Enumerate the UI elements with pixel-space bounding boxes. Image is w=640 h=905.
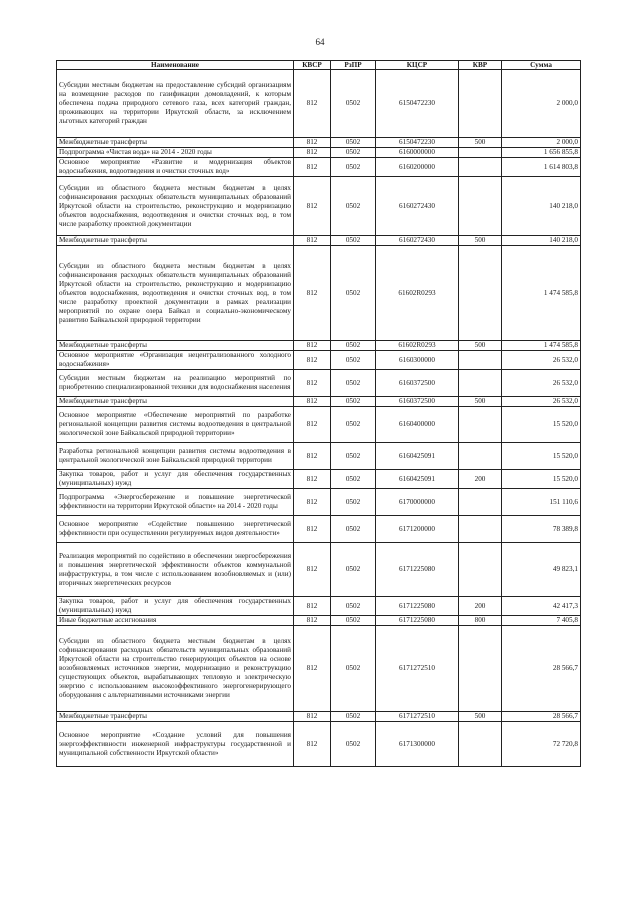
cell-sum: 49 823,1 xyxy=(502,543,581,597)
cell-kcsr: 6160200000 xyxy=(376,158,459,177)
cell-rzpr: 0502 xyxy=(331,341,376,351)
table-row xyxy=(57,158,581,177)
table-row xyxy=(57,177,581,236)
table-row xyxy=(57,722,581,767)
cell-sum: 26 532,0 xyxy=(502,351,581,370)
table-row xyxy=(57,597,581,616)
cell-sum: 78 389,8 xyxy=(502,516,581,543)
cell-name: Субсидии из областного бюджета местным бюджетам в целях софинансирования расходных обязательств муниципальных образований Иркутской области на строительство, реконструкцию и модернизацию объектов водоснабжения, водоотведения и очистки сточных вод, в том числе разработку проектной документации xyxy=(57,177,294,236)
cell-sum: 140 218,0 xyxy=(502,177,581,236)
cell-kvsr: 812 xyxy=(294,616,331,626)
cell-sum: 15 520,0 xyxy=(502,443,581,470)
cell-rzpr: 0502 xyxy=(331,370,376,397)
cell-kvr: 500 xyxy=(459,712,502,722)
cell-name: Разработка региональной концепции развития системы водоотведения в центральной экологической зоне Байкальской природной территории xyxy=(57,443,294,470)
cell-name: Межбюджетные трансферты xyxy=(57,236,294,246)
cell-kcsr: 6171225080 xyxy=(376,597,459,616)
cell-name: Субсидии из областного бюджета местным бюджетам в целях софинансирования расходных обязательств муниципальных образований Иркутской области на строительство генерирующих объектов на основе возобновляемых источников энергии, модернизацию и реконструкцию существующих объектов, вырабатывающих тепловую и электрическую энергию с использованием высокоэффективного энергогенерирующего оборудования с альтернативными источниками энергии xyxy=(57,626,294,712)
cell-rzpr: 0502 xyxy=(331,236,376,246)
cell-kvr xyxy=(459,489,502,516)
cell-kvsr: 812 xyxy=(294,70,331,138)
cell-rzpr: 0502 xyxy=(331,351,376,370)
cell-kvr: 500 xyxy=(459,236,502,246)
table-row xyxy=(57,407,581,443)
cell-rzpr: 0502 xyxy=(331,443,376,470)
cell-kvr xyxy=(459,148,502,158)
cell-kvr xyxy=(459,158,502,177)
cell-kvsr: 812 xyxy=(294,470,331,489)
table-body xyxy=(57,70,581,767)
table-row xyxy=(57,70,581,138)
cell-name: Основное мероприятие «Содействие повышению энергетической эффективности при осуществлении регулируемых видов деятельности» xyxy=(57,516,294,543)
cell-rzpr: 0502 xyxy=(331,70,376,138)
cell-kcsr: 6160425091 xyxy=(376,443,459,470)
cell-kvr xyxy=(459,407,502,443)
cell-rzpr: 0502 xyxy=(331,138,376,148)
cell-kvsr: 812 xyxy=(294,626,331,712)
cell-sum: 26 532,0 xyxy=(502,397,581,407)
cell-name: Субсидии местным бюджетам на предоставление субсидий организациям на возмещение расходов по газификации домовладений, к которым обеспечена подача природного сетевого газа, всех категорий граждан, проживающих на территории Иркутской области, за исключением льготных категорий граждан xyxy=(57,70,294,138)
cell-name: Основное мероприятие «Развитие и модернизация объектов водоснабжения, водоотведения и очистки сточных вод» xyxy=(57,158,294,177)
cell-kvr: 500 xyxy=(459,138,502,148)
cell-kvr xyxy=(459,246,502,341)
cell-name: Основное мероприятие «Создание условий для повышения энергоэффективности инженерной инфраструктуры государственной и муниципальной собственности Иркутской области» xyxy=(57,722,294,767)
cell-rzpr: 0502 xyxy=(331,470,376,489)
cell-name: Основное мероприятие «Обеспечение мероприятий по разработке региональной концепции развития системы водоотведения в центральной экологической зоне Байкальской природной территории» xyxy=(57,407,294,443)
header-rzpr: РзПР xyxy=(331,61,376,70)
table-row xyxy=(57,443,581,470)
cell-kvsr: 812 xyxy=(294,370,331,397)
cell-kcsr: 6160425091 xyxy=(376,470,459,489)
table-header xyxy=(57,61,581,70)
table-row xyxy=(57,470,581,489)
table-row xyxy=(57,543,581,597)
cell-kvr: 500 xyxy=(459,397,502,407)
cell-kvsr: 812 xyxy=(294,246,331,341)
cell-sum: 15 520,0 xyxy=(502,407,581,443)
cell-name: Подпрограмма «Чистая вода» на 2014 - 2020 годы xyxy=(57,148,294,158)
table-row xyxy=(57,370,581,397)
cell-name: Закупка товаров, работ и услуг для обеспечения государственных (муниципальных) нужд xyxy=(57,470,294,489)
cell-kcsr: 6160372500 xyxy=(376,397,459,407)
cell-rzpr: 0502 xyxy=(331,722,376,767)
cell-rzpr: 0502 xyxy=(331,246,376,341)
cell-sum: 28 566,7 xyxy=(502,712,581,722)
table-row xyxy=(57,489,581,516)
cell-kvsr: 812 xyxy=(294,516,331,543)
table-row xyxy=(57,148,581,158)
table-row xyxy=(57,351,581,370)
cell-kvsr: 812 xyxy=(294,597,331,616)
cell-rzpr: 0502 xyxy=(331,516,376,543)
cell-kcsr: 61602R0293 xyxy=(376,246,459,341)
cell-sum: 1 474 585,8 xyxy=(502,341,581,351)
cell-kvr xyxy=(459,351,502,370)
cell-kvsr: 812 xyxy=(294,236,331,246)
cell-sum: 28 566,7 xyxy=(502,626,581,712)
cell-name: Межбюджетные трансферты xyxy=(57,397,294,407)
cell-sum: 151 110,6 xyxy=(502,489,581,516)
cell-kvr: 200 xyxy=(459,597,502,616)
cell-kvsr: 812 xyxy=(294,397,331,407)
cell-name: Закупка товаров, работ и услуг для обеспечения государственных (муниципальных) нужд xyxy=(57,597,294,616)
cell-kvsr: 812 xyxy=(294,722,331,767)
cell-name: Межбюджетные трансферты xyxy=(57,341,294,351)
cell-sum: 15 520,0 xyxy=(502,470,581,489)
cell-kvsr: 812 xyxy=(294,351,331,370)
cell-rzpr: 0502 xyxy=(331,489,376,516)
cell-sum: 26 532,0 xyxy=(502,370,581,397)
cell-kcsr: 6160000000 xyxy=(376,148,459,158)
cell-kcsr: 6160272430 xyxy=(376,236,459,246)
cell-rzpr: 0502 xyxy=(331,148,376,158)
cell-kcsr: 6171300000 xyxy=(376,722,459,767)
cell-rzpr: 0502 xyxy=(331,407,376,443)
cell-kcsr: 6150472230 xyxy=(376,138,459,148)
header-kcsr: КЦСР xyxy=(376,61,459,70)
page-number: 64 xyxy=(315,37,325,47)
cell-kvr xyxy=(459,177,502,236)
cell-rzpr: 0502 xyxy=(331,397,376,407)
header-kvr: КВР xyxy=(459,61,502,70)
cell-kcsr: 6171225080 xyxy=(376,543,459,597)
cell-kvr xyxy=(459,516,502,543)
cell-kvsr: 812 xyxy=(294,489,331,516)
cell-rzpr: 0502 xyxy=(331,158,376,177)
cell-rzpr: 0502 xyxy=(331,177,376,236)
table-row xyxy=(57,516,581,543)
cell-sum: 1 656 855,8 xyxy=(502,148,581,158)
cell-kcsr: 6171200000 xyxy=(376,516,459,543)
cell-name: Основное мероприятие «Организация нецентрализованного холодного водоснабжения» xyxy=(57,351,294,370)
table-row xyxy=(57,246,581,341)
cell-kvr: 800 xyxy=(459,616,502,626)
cell-name: Субсидии из областного бюджета местным бюджетам в целях софинансирования расходных обязательств муниципальных образований Иркутской области на строительство, реконструкцию и модернизацию объектов водоснабжения, водоотведения и очистки сточных вод, в том числе разработку проектной документации в рамках реализации мероприятий по охране озера Байкал и социально-экономическому развитию Байкальской природной территории xyxy=(57,246,294,341)
cell-sum: 2 000,0 xyxy=(502,70,581,138)
cell-kcsr: 6171272510 xyxy=(376,712,459,722)
header-kvsr: КВСР xyxy=(294,61,331,70)
cell-kvsr: 812 xyxy=(294,543,331,597)
cell-kcsr: 6160300000 xyxy=(376,351,459,370)
cell-kcsr: 61602R0293 xyxy=(376,341,459,351)
cell-kvsr: 812 xyxy=(294,148,331,158)
cell-kcsr: 6171272510 xyxy=(376,626,459,712)
cell-sum: 42 417,3 xyxy=(502,597,581,616)
cell-name: Субсидии местным бюджетам на реализацию мероприятий по приобретению специализированной техники для водоснабжения населения xyxy=(57,370,294,397)
cell-kvsr: 812 xyxy=(294,177,331,236)
table-row xyxy=(57,616,581,626)
table-row xyxy=(57,712,581,722)
cell-rzpr: 0502 xyxy=(331,626,376,712)
cell-kvr xyxy=(459,70,502,138)
cell-kvsr: 812 xyxy=(294,158,331,177)
cell-kcsr: 6170000000 xyxy=(376,489,459,516)
cell-kvr: 200 xyxy=(459,470,502,489)
cell-name: Иные бюджетные ассигнования xyxy=(57,616,294,626)
cell-sum: 1 474 585,8 xyxy=(502,246,581,341)
cell-rzpr: 0502 xyxy=(331,712,376,722)
cell-kvsr: 812 xyxy=(294,341,331,351)
cell-kvr: 500 xyxy=(459,341,502,351)
cell-name: Межбюджетные трансферты xyxy=(57,712,294,722)
cell-kvsr: 812 xyxy=(294,407,331,443)
cell-kcsr: 6150472230 xyxy=(376,70,459,138)
cell-kcsr: 6171225080 xyxy=(376,616,459,626)
header-row xyxy=(57,61,581,70)
cell-kcsr: 6160372500 xyxy=(376,370,459,397)
cell-sum: 2 000,0 xyxy=(502,138,581,148)
cell-kvr xyxy=(459,543,502,597)
cell-kvr xyxy=(459,443,502,470)
cell-sum: 7 405,8 xyxy=(502,616,581,626)
cell-kvsr: 812 xyxy=(294,138,331,148)
cell-kcsr: 6160272430 xyxy=(376,177,459,236)
cell-sum: 72 720,8 xyxy=(502,722,581,767)
header-sum: Сумма xyxy=(502,61,581,70)
cell-kvr xyxy=(459,626,502,712)
cell-kvr xyxy=(459,370,502,397)
cell-name: Подпрограмма «Энергосбережение и повышение энергетической эффективности на территории Иркутской области» на 2014 - 2020 годы xyxy=(57,489,294,516)
cell-sum: 140 218,0 xyxy=(502,236,581,246)
cell-sum: 1 614 803,8 xyxy=(502,158,581,177)
cell-kvsr: 812 xyxy=(294,443,331,470)
cell-rzpr: 0502 xyxy=(331,616,376,626)
cell-name: Межбюджетные трансферты xyxy=(57,138,294,148)
table-row xyxy=(57,138,581,148)
header-name: Наименование xyxy=(57,61,294,70)
cell-kcsr: 6160400000 xyxy=(376,407,459,443)
table-row xyxy=(57,397,581,407)
cell-rzpr: 0502 xyxy=(331,543,376,597)
cell-kvr xyxy=(459,722,502,767)
table-row xyxy=(57,341,581,351)
budget-table xyxy=(56,60,581,767)
table-row xyxy=(57,236,581,246)
cell-name: Реализация мероприятий по содействию в обеспечении энергосбережения и повышения энергетической эффективности объектов коммунальной инфраструктуры, в том числе с использованием возобновляемых и (или) вторичных энергетических ресурсов xyxy=(57,543,294,597)
table-row xyxy=(57,626,581,712)
cell-kvsr: 812 xyxy=(294,712,331,722)
cell-rzpr: 0502 xyxy=(331,597,376,616)
